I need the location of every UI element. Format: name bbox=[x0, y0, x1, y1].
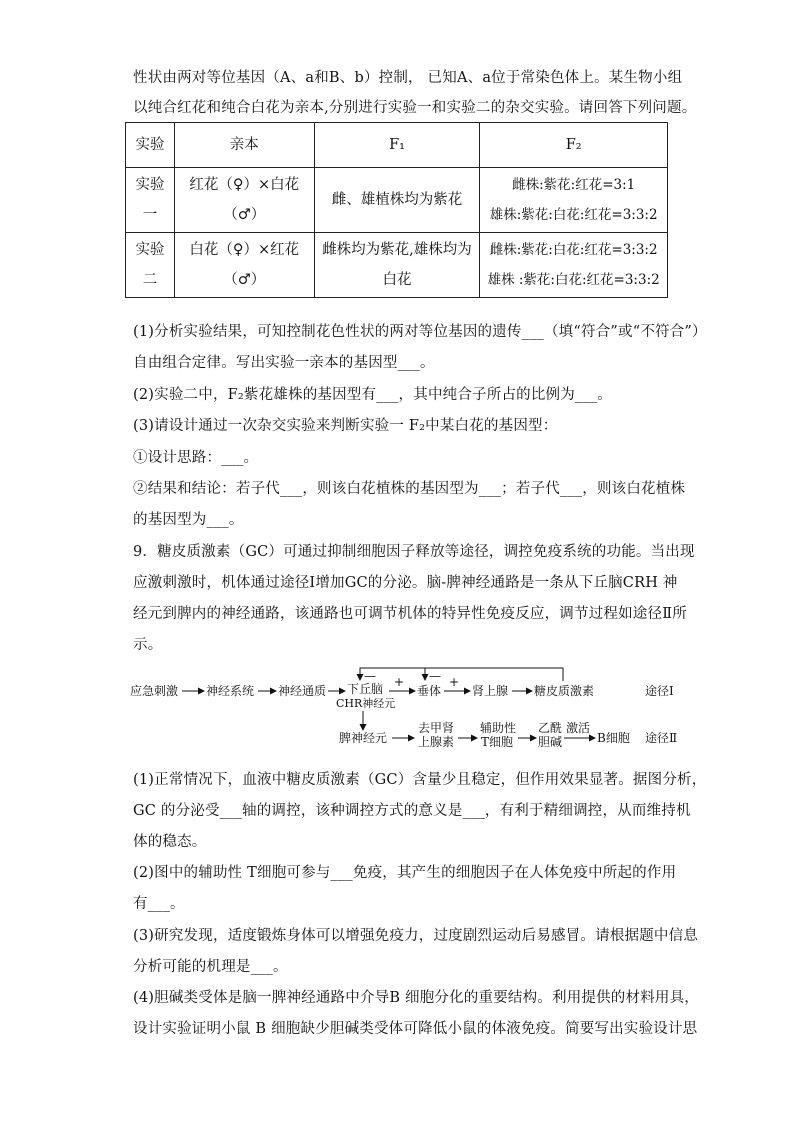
node-pituitary: 垂体 bbox=[417, 684, 442, 698]
cell-text: 雄株 :紫花:白花:红花=3:3:2 bbox=[487, 272, 660, 288]
hpa-pathway-diagram bbox=[120, 660, 690, 760]
q9-4-line-1: (4)胆碱类受体是脑一脾神经通路中介导B 细胞分化的重要结构。利用提供的材料用具， bbox=[133, 990, 700, 1006]
node-acetylcholine: 乙酰 bbox=[538, 721, 563, 735]
node-hypothalamus: 下丘脑 bbox=[347, 682, 384, 696]
q9-3-line-2: 分析可能的机理是___。 bbox=[133, 959, 288, 975]
cell-text: 一 bbox=[142, 207, 158, 223]
q8-1-line-2: 自由组合定律。写出实验一亲本的基因型___。 bbox=[133, 355, 435, 371]
cell-text: 雌株:紫花:红花=3:1 bbox=[512, 177, 636, 193]
cell-text: 白花 bbox=[382, 272, 412, 288]
cell-text: 红花（♀）×白花 bbox=[189, 177, 300, 193]
intro-line-1: 性状由两对等位基因（A、a和B、b）控制， 已知A、a位于常染色体上。某生物小组 bbox=[133, 70, 683, 86]
header-experiment: 实验 bbox=[126, 123, 175, 168]
q8-1-line-1: (1)分析实验结果，可知控制花色性状的两对等位基因的遗传___（填“符合”或“不符合”） bbox=[133, 324, 707, 340]
q9-1-line-2: GC 的分泌受___轴的调控，该种调控方式的意义是___，有利于精细调控，从而维持机 bbox=[133, 803, 691, 819]
node-norepinephrine: 上腺素 bbox=[418, 735, 455, 749]
plus-sign: + bbox=[449, 675, 460, 689]
cell-text: 雄株:紫花:白花:红花=3:3:2 bbox=[489, 207, 658, 223]
experiment-table bbox=[125, 122, 668, 298]
q8-3-result-line-1: ②结果和结论：若子代___，则该白花植株的基因型为___；若子代___，则该白花植株 bbox=[133, 481, 686, 497]
header-f2: F₂ bbox=[480, 123, 668, 168]
minus-sign: — bbox=[429, 669, 441, 683]
cell-text: 雌株均为紫花,雄株均为 bbox=[322, 242, 472, 258]
route-1-label: 途径Ⅰ bbox=[645, 684, 674, 698]
cell-text: 二 bbox=[142, 272, 158, 288]
table-row bbox=[126, 233, 668, 298]
node-crh-neuron: CHR神经元 bbox=[336, 697, 396, 710]
minus-sign: — bbox=[364, 669, 376, 683]
node-helper-t-cell: T细胞 bbox=[481, 735, 514, 749]
plus-sign: + bbox=[394, 675, 405, 689]
activate-label: 激活 bbox=[566, 721, 591, 735]
cell-text: 雌、雄植株均为紫花 bbox=[331, 192, 463, 208]
node-stimulus: 应急刺激 bbox=[130, 684, 179, 698]
q9-intro-line-1: 9．糖皮质激素（GC）可通过抑制细胞因子释放等途径，调控免疫系统的功能。当出现 bbox=[133, 544, 695, 560]
node-helper-t-cell: 辅助性 bbox=[480, 721, 517, 735]
table-row bbox=[126, 168, 668, 233]
node-acetylcholine: 胆碱 bbox=[538, 735, 563, 749]
node-norepinephrine: 去甲肾 bbox=[418, 721, 455, 735]
node-adrenal: 肾上腺 bbox=[472, 684, 509, 698]
cell-experiment bbox=[126, 233, 175, 298]
q9-2-line-2: 有___。 bbox=[133, 896, 185, 912]
q8-3-design: ①设计思路：___。 bbox=[133, 450, 259, 466]
q8-3-result-line-2: 的基因型为___。 bbox=[133, 512, 244, 528]
cell-parents bbox=[174, 168, 314, 233]
node-b-cell: B细胞 bbox=[597, 731, 630, 745]
cell-experiment bbox=[126, 168, 175, 233]
cell-f2 bbox=[480, 233, 668, 298]
cell-text: （♂） bbox=[223, 207, 266, 223]
route-2-label: 途径Ⅱ bbox=[645, 731, 678, 745]
header-f1: F₁ bbox=[314, 123, 480, 168]
node-spleen-neuron: 脾神经元 bbox=[339, 731, 388, 745]
cell-text: （♂） bbox=[223, 272, 266, 288]
cell-text: 实验 bbox=[135, 177, 165, 193]
intro-line-2: 以纯合红花和纯合白花为亲本,分别进行实验一和实验二的杂交实验。请回答下列问题。 bbox=[133, 100, 697, 116]
feedback-line-hypothalamus bbox=[360, 668, 563, 681]
cell-parents bbox=[174, 233, 314, 298]
cell-f2 bbox=[480, 168, 668, 233]
cell-f1 bbox=[314, 168, 480, 233]
node-glucocorticoid: 糖皮质激素 bbox=[534, 684, 595, 698]
node-neural-pathway: 神经通质 bbox=[278, 684, 327, 698]
q8-2: (2)实验二中，F₂紫花雄株的基因型有___，其中纯合子所占的比例为___。 bbox=[133, 387, 613, 403]
q9-intro-line-2: 应激刺激时，机体通过途径Ⅰ增加GC的分泌。脑-脾神经通路是一条从下丘脑CRH 神 bbox=[133, 575, 678, 591]
cell-f1 bbox=[314, 233, 480, 298]
header-parents: 亲本 bbox=[174, 123, 314, 168]
table-header-row bbox=[126, 123, 668, 168]
q9-3-line-1: (3)研究发现，适度锻炼身体可以增强免疫力，过度剧烈运动后易感冒。请根据题中信息 bbox=[133, 928, 699, 944]
q9-intro-line-4: 示。 bbox=[133, 637, 163, 653]
q9-1-line-3: 体的稳态。 bbox=[133, 834, 207, 850]
q9-1-line-1: (1)正常情况下，血液中糖皮质激素（GC）含量少且稳定，但作用效果显著。据图分析， bbox=[133, 772, 707, 788]
cell-text: 实验 bbox=[135, 242, 165, 258]
cell-text: 白花（♀）×红花 bbox=[189, 242, 300, 258]
node-nervous-system: 神经系统 bbox=[206, 684, 255, 698]
q9-4-line-2: 设计实验证明小鼠 B 细胞缺少胆碱类受体可降低小鼠的体液免疫。简要写出实验设计思 bbox=[133, 1021, 698, 1037]
q9-2-line-1: (2)图中的辅助性 T细胞可参与___免疫，其产生的细胞因子在人体免疫中所起的作用 bbox=[133, 865, 677, 881]
cell-text: 雌株:紫花:白花:红花=3:3:2 bbox=[489, 242, 658, 258]
q9-intro-line-3: 经元到脾内的神经通路，该通路也可调节机体的特异性免疫反应，调节过程如途径Ⅱ所 bbox=[133, 606, 687, 622]
q8-3: (3)请设计通过一次杂交实验来判断实验一 F₂中某白花的基因型： bbox=[133, 418, 558, 434]
